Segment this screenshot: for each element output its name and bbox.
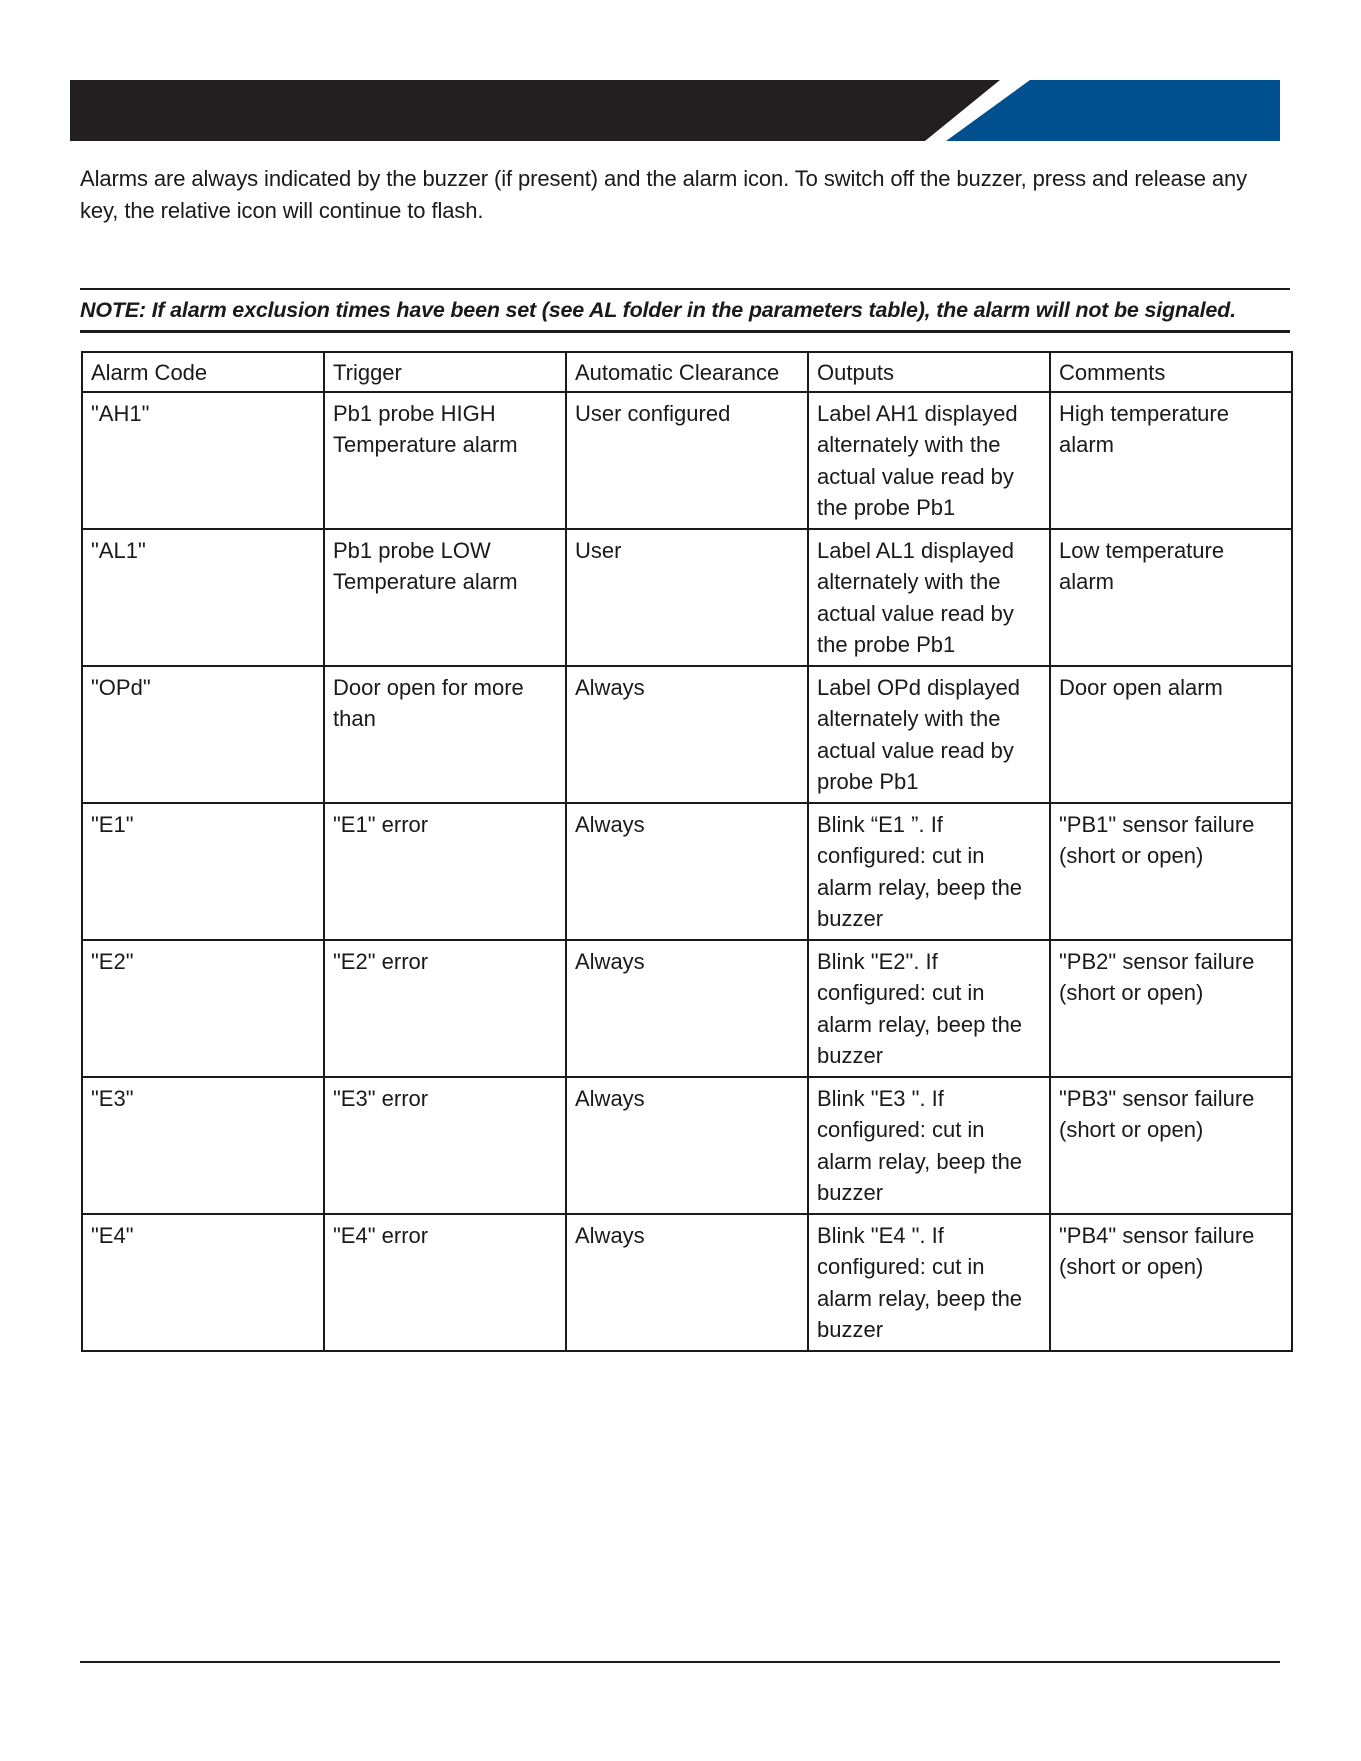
header-dark-band [70,80,1000,141]
trigger-cell: "E4" error [324,1214,566,1351]
comments-cell: Low temperature alarm [1050,529,1292,666]
footer-divider [80,1661,1280,1663]
trigger-cell: Pb1 probe LOW Temperature alarm [324,529,566,666]
comments-cell: "PB2" sensor failure (short or open) [1050,940,1292,1077]
header-blue-band [946,80,1280,141]
header-banner-graphic [70,80,1280,141]
trigger-cell: Pb1 probe HIGH Temperature alarm [324,392,566,529]
table-row [82,803,1292,940]
clearance-cell: User configured [566,392,808,529]
outputs-cell: Blink “E1 ”. If configured: cut in alarm relay, beep the buzzer [808,803,1050,940]
outputs-cell: Label AH1 displayed alternately with the actual value read by the probe Pb1 [808,392,1050,529]
table-row [82,1077,1292,1214]
trigger-cell: "E1" error [324,803,566,940]
trigger-cell: "E2" error [324,940,566,1077]
clearance-cell: User [566,529,808,666]
table-header-row [82,352,1292,392]
alarm-code-cell: "AL1" [82,529,324,666]
table-row [82,940,1292,1077]
column-header: Outputs [808,352,1050,392]
note-box [80,288,1290,333]
table-row [82,666,1292,803]
outputs-cell: Blink "E2". If configured: cut in alarm relay, beep the buzzer [808,940,1050,1077]
column-header: Automatic Clearance [566,352,808,392]
trigger-cell: "E3" error [324,1077,566,1214]
note-text: NOTE: If alarm exclusion times have been set (see AL folder in the parameters table), the alarm will not be signaled. [80,298,1236,322]
clearance-cell: Always [566,1214,808,1351]
outputs-cell: Blink "E3 ". If configured: cut in alarm relay, beep the buzzer [808,1077,1050,1214]
clearance-cell: Always [566,1077,808,1214]
table-row [82,1214,1292,1351]
alarm-code-cell: "E4" [82,1214,324,1351]
clearance-cell: Always [566,803,808,940]
alarm-code-cell: "E3" [82,1077,324,1214]
trigger-cell: Door open for more than [324,666,566,803]
outputs-cell: Label AL1 displayed alternately with the actual value read by the probe Pb1 [808,529,1050,666]
alarm-code-cell: "AH1" [82,392,324,529]
alarm-table [81,351,1293,1352]
alarm-code-cell: "E1" [82,803,324,940]
table-row [82,529,1292,666]
comments-cell: Door open alarm [1050,666,1292,803]
clearance-cell: Always [566,940,808,1077]
alarm-code-cell: "OPd" [82,666,324,803]
column-header: Alarm Code [82,352,324,392]
comments-cell: "PB1" sensor failure (short or open) [1050,803,1292,940]
comments-cell: "PB4" sensor failure (short or open) [1050,1214,1292,1351]
column-header: Comments [1050,352,1292,392]
table-row [82,392,1292,529]
outputs-cell: Blink "E4 ". If configured: cut in alarm relay, beep the buzzer [808,1214,1050,1351]
intro-paragraph: Alarms are always indicated by the buzzer (if present) and the alarm icon. To switch off the buzzer, press and release any key, the relative icon will continue to flash. [80,166,1248,223]
comments-cell: "PB3" sensor failure (short or open) [1050,1077,1292,1214]
outputs-cell: Label OPd displayed alternately with the actual value read by probe Pb1 [808,666,1050,803]
column-header: Trigger [324,352,566,392]
header-banner [70,80,1280,141]
comments-cell: High temperature alarm [1050,392,1292,529]
alarm-code-cell: "E2" [82,940,324,1077]
clearance-cell: Always [566,666,808,803]
